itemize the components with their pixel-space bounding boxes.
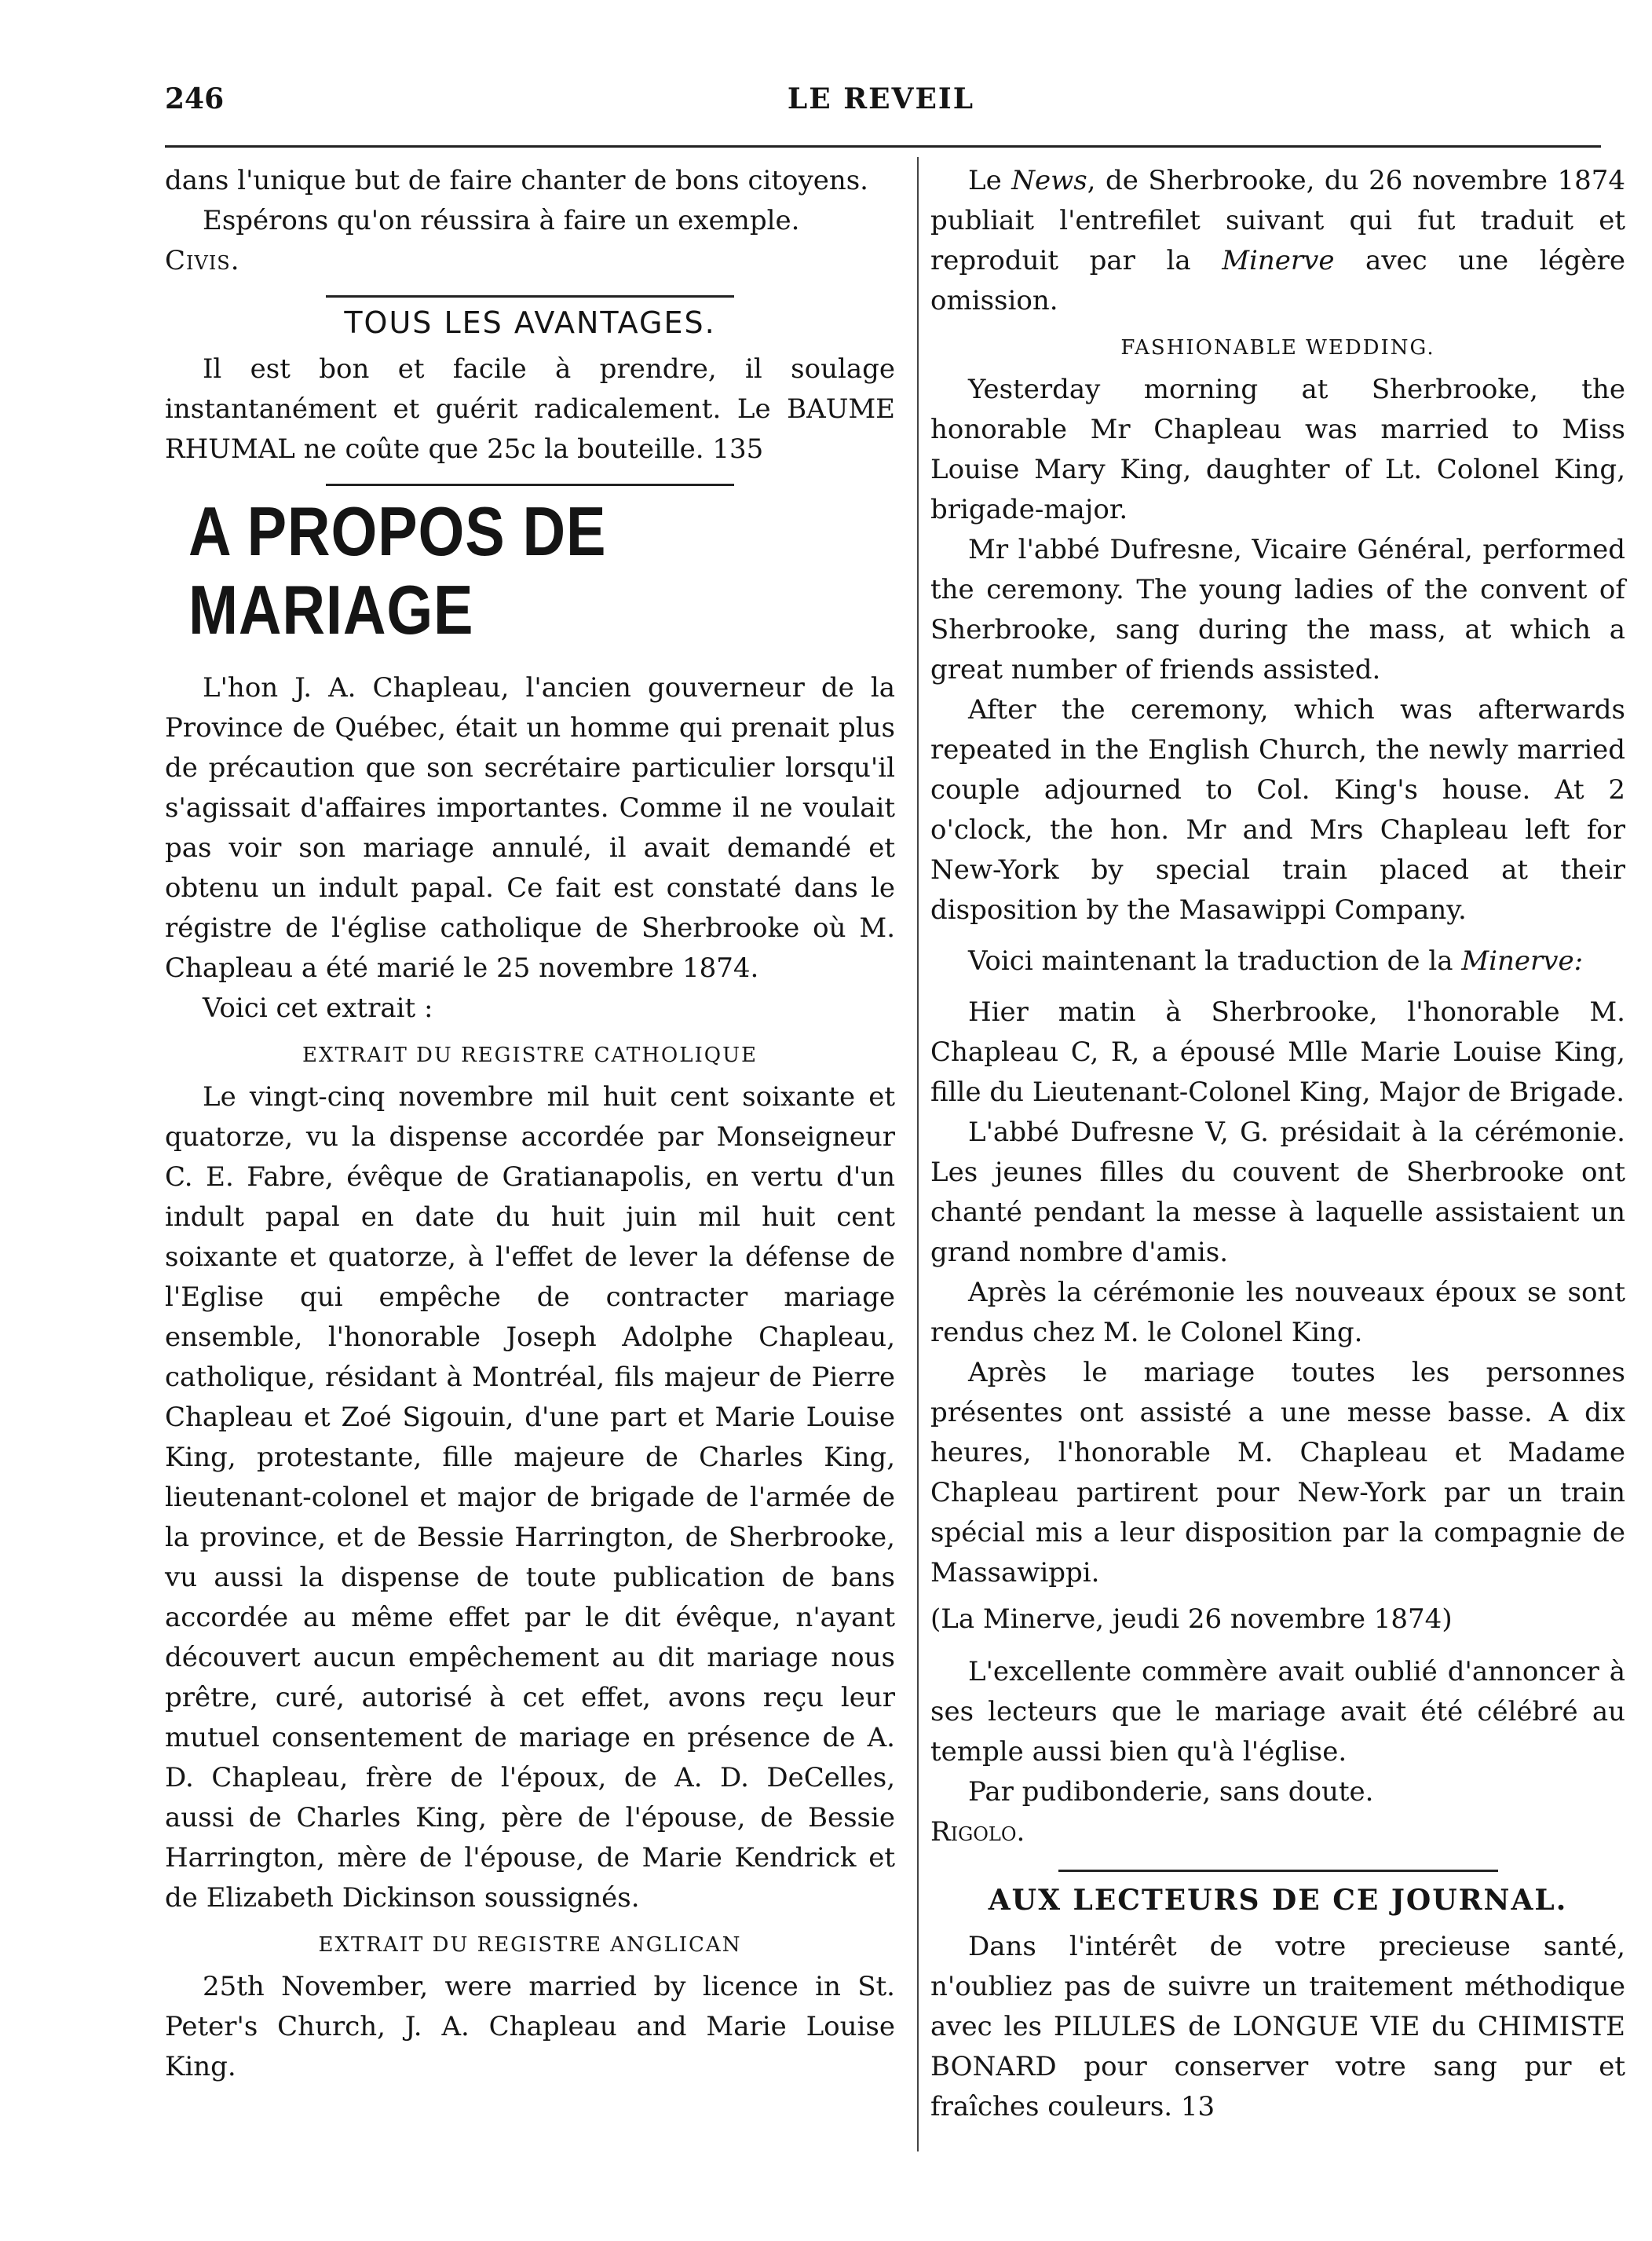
dateline-minerve: (La Minerve, jeudi 26 novembre 1874) (930, 1603, 1453, 1635)
french-paragraph-2: L'abbé Dufresne V, G. présidait à la cérémonie. Les jeunes filles du couvent de Sherbrooke ont chanté pendant la messe à laquelle assistaient un grand nombre d'amis. (930, 1117, 1625, 1268)
catholic-register-heading: EXTRAIT DU REGISTRE CATHOLIQUE (302, 1044, 758, 1067)
anglican-register-heading: EXTRAIT DU REGISTRE ANGLICAN (318, 1933, 742, 1957)
intro-paragraph: dans l'unique but de faire chanter de bons citoyens. (165, 165, 868, 196)
english-paragraph-3: After the ceremony, which was afterwards repeated in the English Church, the newly married couple adjourned to Col. King's house. At 2 o'clock, the hon. Mr and Mrs Chapleau left for New-York by special train placed at their disposition by the Masawippi Company. (930, 694, 1625, 926)
english-paragraph-1: Yesterday morning at Sherbrooke, the honorable Mr Chapleau was married to Miss Louise Mary King, daughter of Lt. Colonel King, brigade-major. (930, 374, 1625, 525)
signature-civis: Civis. (165, 245, 240, 276)
ad-text-pilules: Dans l'intérêt de votre precieuse santé, n'oubliez pas de suivre un traitement méthodique avec les PILULES de LONGUE VIE du CHIMISTE BONARD pour conserver votre sang pur et fraîches couleurs. 13 (930, 1931, 1625, 2122)
news-lead-paragraph (930, 161, 1625, 321)
english-paragraph-2: Mr l'abbé Dufresne, Vicaire Général, performed the ceremony. The young ladies of the convent of Sherbrooke, sang during the mass, at which a great number of friends assisted. (930, 534, 1625, 685)
anglican-register-text: 25th November, were married by licence in St. Peter's Church, J. A. Chapleau and Marie Louise King. (165, 1971, 895, 2082)
translation-intro (930, 941, 1625, 982)
section-rule (326, 484, 734, 486)
news-lead-text: , de Sherbrooke, du 26 novembre 1874 publiait l'entrefilet suivant qui fut traduit et reproduit par la (930, 165, 1625, 276)
section-rule (1058, 1870, 1498, 1872)
signature-rigolo: Rigolo. (930, 1816, 1025, 1848)
article-paragraph-2: Voici cet extrait : (203, 993, 433, 1024)
comment-paragraph-2: Par pudibonderie, sans doute. (968, 1776, 1374, 1808)
esperons-paragraph: Espérons qu'on réussira à faire un exemple. (203, 205, 800, 236)
section-rule (326, 295, 734, 298)
ad-text-baume: Il est bon et facile à prendre, il soulage instantanément et guérit radicalement. Le BAUME RHUMAL ne coûte que 25c la bouteille. 135 (165, 353, 895, 465)
news-title-italic: News (1011, 165, 1087, 196)
ad-title-lecteurs: AUX LECTEURS DE CE JOURNAL. (988, 1884, 1568, 1917)
ad-title-avantages: TOUS LES AVANTAGES. (344, 305, 716, 340)
right-column (930, 161, 1625, 2127)
column-divider (917, 157, 919, 2151)
wedding-heading: FASHIONABLE WEDDING. (1120, 336, 1435, 360)
journal-title: LE REVEIL (787, 82, 975, 115)
minerve-title-italic: Minerve: (1461, 945, 1584, 977)
spacer (930, 930, 1625, 941)
minerve-title-italic: Minerve (1222, 245, 1335, 276)
article-paragraph-1: L'hon J. A. Chapleau, l'ancien gouverneur de la Province de Québec, était un homme qui prenait plus de précaution que son secrétaire particulier lorsqu'il s'agissait d'affaires importantes. Comme il ne voulait pas voir son mariage annulé, il avait demandé et obtenu un indult papal. Ce fait est constaté dans le régistre de l'église catholique de Sherbrooke où M. Chapleau a été marié le 25 novembre 1874. (165, 672, 895, 984)
header-rule (165, 145, 1601, 148)
french-paragraph-3: Après la cérémonie les nouveaux époux se sont rendus chez M. le Colonel King. (930, 1277, 1625, 1348)
spacer (930, 982, 1625, 993)
left-column (165, 161, 895, 2087)
news-lead-text: Le (968, 165, 1012, 196)
french-paragraph-4: Après le mariage toutes les personnes présentes ont assisté a une messe basse. A dix heures, l'honorable M. Chapleau et Madame Chapleau partirent pour New-York par un train spécial mis a leur disposition par la compagnie de Massawippi. (930, 1357, 1625, 1588)
news-lead-text: avec une légère omission. (930, 245, 1625, 316)
article-title: A PROPOS DE MARIAGE (188, 492, 607, 649)
catholic-register-text: Le vingt-cinq novembre mil huit cent soixante et quatorze, vu la dispense accordée par Monseigneur C. E. Fabre, évêque de Gratianapolis, en vertu d'un indult papal en date du huit juin mil huit cent soixante et quatorze, à l'effet de lever la défense de l'Eglise qui empêche de contracter mariage ensemble, l'honorable Joseph Adolphe Chapleau, catholique, résidant à Montréal, fils majeur de Pierre Chapleau et Zoé Sigouin, d'une part et Marie Louise King, protestante, fille majeure de Charles King, lieutenant-colonel et major de brigade de l'armée de la province, et de Bessie Harrington, de Sherbrooke, vu aussi la dispense de toute publication de bans accordée au même effet par le dit évêque, n'ayant découvert aucun empêchement au dit mariage nous prêtre, curé, autorisé à cet effet, avons reçu leur mutuel consentement de mariage en présence de A. D. Chapleau, frère de l'époux, de A. D. DeCelles, aussi de Charles King, père de l'épouse, de Bessie Harrington, mère de l'épouse, de Marie Kendrick et de Elizabeth Dickinson soussignés. (165, 1081, 895, 1914)
page-number: 246 (165, 82, 225, 115)
running-head (165, 82, 1597, 130)
french-paragraph-1: Hier matin à Sherbrooke, l'honorable M. Chapleau C, R, a épousé Mlle Marie Louise King, fille du Lieutenant-Colonel King, Major de Brigade. (930, 996, 1625, 1108)
comment-paragraph-1: L'excellente commère avait oublié d'annoncer à ses lecteurs que le mariage avait été célébré au temple aussi bien qu'à l'église. (930, 1656, 1625, 1768)
translation-intro-text: Voici maintenant la traduction de la (968, 945, 1462, 977)
